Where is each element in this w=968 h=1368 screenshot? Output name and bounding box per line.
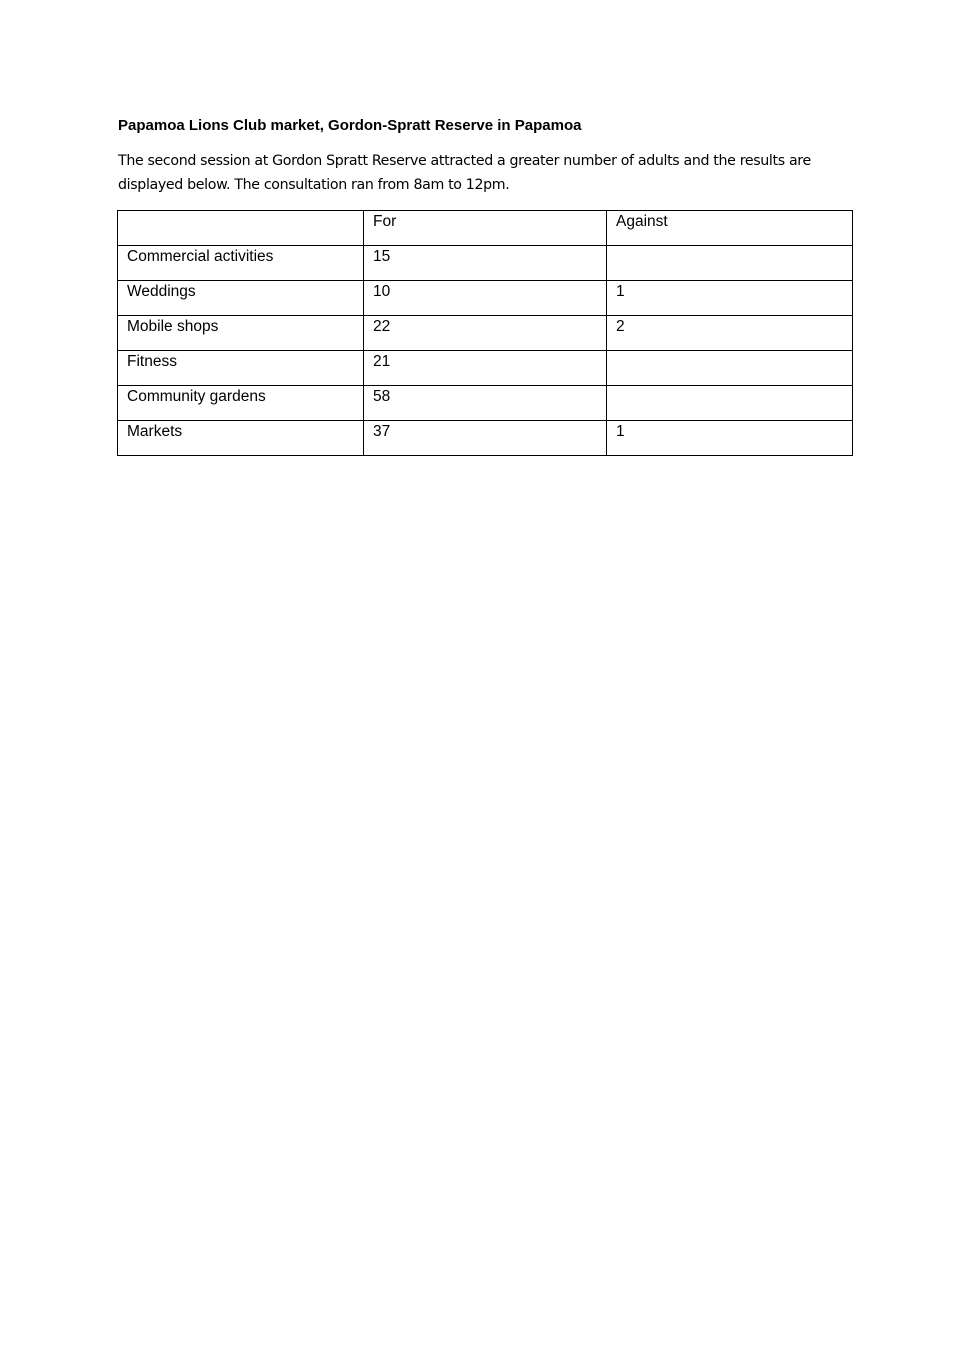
against-count — [607, 246, 853, 281]
row-label: Markets — [118, 421, 364, 456]
row-label: Commercial activities — [118, 246, 364, 281]
for-count: 21 — [364, 351, 607, 386]
against-count: 2 — [607, 316, 853, 351]
against-count: 1 — [607, 281, 853, 316]
against-count — [607, 351, 853, 386]
table-row — [118, 281, 853, 316]
table-row — [118, 351, 853, 386]
table-header-row — [118, 211, 853, 246]
against-count — [607, 386, 853, 421]
for-count: 10 — [364, 281, 607, 316]
for-count: 22 — [364, 316, 607, 351]
document-heading: Papamoa Lions Club market, Gordon-Spratt Reserve in Papamoa — [118, 117, 582, 134]
results-table — [117, 210, 853, 456]
for-count: 15 — [364, 246, 607, 281]
header-cell-blank — [118, 211, 364, 246]
row-label: Community gardens — [118, 386, 364, 421]
table-row — [118, 386, 853, 421]
intro-paragraph: The second session at Gordon Spratt Reserve attracted a greater number of adults and the results are displayed below. The consultation ran from 8am to 12pm. — [118, 153, 811, 193]
for-count: 58 — [364, 386, 607, 421]
row-label: Weddings — [118, 281, 364, 316]
table-row — [118, 421, 853, 456]
for-count: 37 — [364, 421, 607, 456]
header-cell-against: Against — [607, 211, 853, 246]
table-row — [118, 246, 853, 281]
row-label: Fitness — [118, 351, 364, 386]
against-count: 1 — [607, 421, 853, 456]
header-cell-for: For — [364, 211, 607, 246]
row-label: Mobile shops — [118, 316, 364, 351]
table-row — [118, 316, 853, 351]
